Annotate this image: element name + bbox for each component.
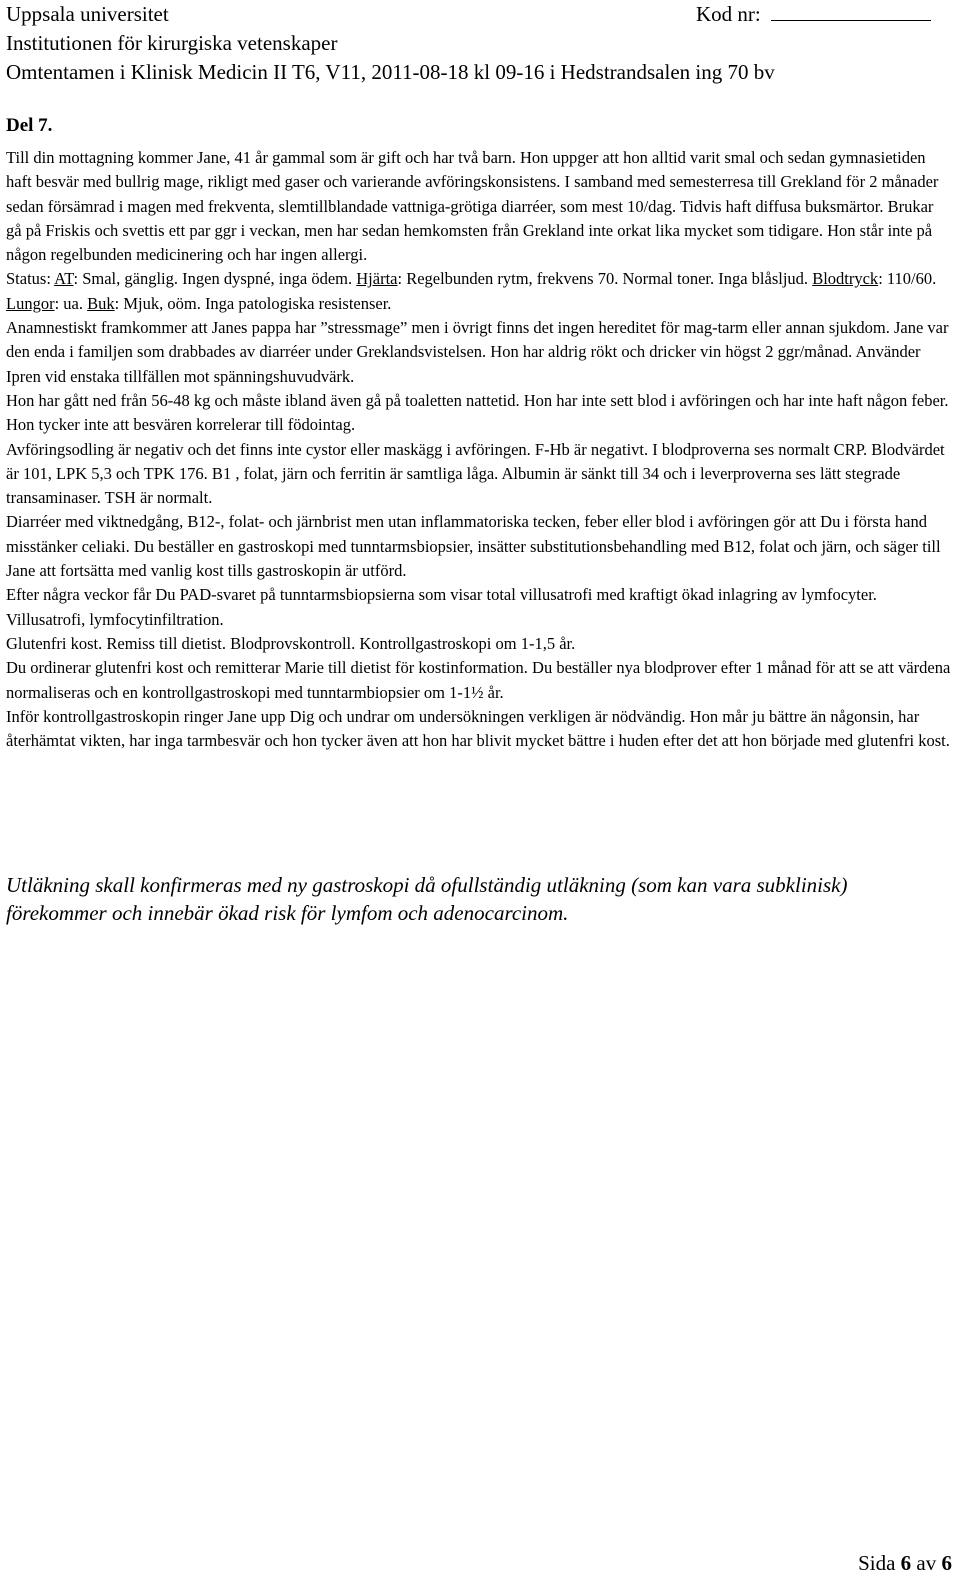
case-paragraph-assessment: Diarréer med viktnedgång, B12-, folat- och järnbrist men utan inflammatoriska tecken, feber eller blod i avföringen gör att Du i första hand misstänker celiaki. Du beställer en gastroskopi med tunntarmsbiopsier, insätter substitutionsbehandling med B12, folat och järn, och säger till Jane att fortsätta med vanlig kost tills gastroskopin är utförd. [6, 512, 941, 581]
page-footer [858, 1551, 952, 1576]
code-blank-line [771, 0, 931, 21]
case-paragraph-followup: Inför kontrollgastroskopin ringer Jane upp Dig och undrar om undersökningen verkligen är nödvändig. Hon mår ju bättre än någonsin, har återhämtat vikten, har inga tarmbesvär och hon tycker även att hon har blivit mycket bättre i huden efter det att hon började med glutenfri kost. [6, 706, 950, 751]
case-paragraph-labs: Avföringsodling är negativ och det finns inte cystor eller maskägg i avföringen. F-Hb är negativt. I blodproverna ses normalt CRP. Blodvärdet är 101, LPK 5,3 och TPK 176. B1 , folat, järn och ferritin är samtliga låga. Albumin är sänkt till 34 och i leverproverna ses lätt stegrade transaminaser. TSH är normalt. [6, 439, 945, 508]
status-heart-text: : Regelbunden rytm, frekvens 70. Normal toner. Inga blåsljud. [397, 269, 813, 289]
footer-page-total: 6 [941, 1551, 952, 1575]
header-row-university [6, 0, 954, 29]
case-paragraph-pad: Efter några veckor får Du PAD-svaret på tunntarmsbiopsierna som visar total villusatrofi med kraftigt ökad inlagring av lymfocyter. [6, 585, 877, 605]
case-paragraph-history: Anamnestiskt framkommer att Janes pappa har ”stressmage” men i övrigt finns det ingen hereditet för mag-tarm eller annan sjukdom. Jane var den enda i familjen som drabbades av diarréer under Greklandsvistelsen. Hon har aldrig rökt och dricker vin högst 2 ggr/månad. Använder Ipren vid enstaka tillfällen mot spänningshuvudvärk. [6, 318, 949, 386]
status-paragraph [6, 267, 952, 316]
status-abdomen-label: Buk [87, 293, 115, 313]
exam-info: Omtentamen i Klinisk Medicin II T6, V11, 2011-08-18 kl 09-16 i Hedstrandsalen ing 70 bv [6, 60, 775, 84]
code-label: Kod nr: [696, 2, 761, 26]
case-paragraph-orders: Du ordinerar glutenfri kost och remitterar Marie till dietist för kostinformation. Du beställer nya blodprover efter 1 månad för att se att värdena normaliseras och en kontrollgastroskopi med tunntarmbiopsier om 1-1½ år. [6, 658, 951, 702]
status-abdomen-text: : Mjuk, oöm. Inga patologiska resistenser. [114, 293, 392, 313]
footer-av: av [916, 1551, 937, 1575]
status-at-label: AT [54, 269, 74, 289]
case-paragraph-plan: Glutenfri kost. Remiss till dietist. Blodprovskontroll. Kontrollgastroskopi om 1-1,5 år. [6, 633, 576, 653]
page-header [6, 0, 954, 87]
section-title: Del 7. [6, 115, 53, 136]
status-bp-text: : 110/60. [878, 269, 937, 289]
case-paragraph-weight: Hon har gått ned från 56-48 kg och måste ibland även gå på toaletten nattetid. Hon har inte sett blod i avföringen och har inte haft någon feber. Hon tycker inte att besvären korrelerar till födointag. [6, 390, 949, 435]
case-text [6, 146, 952, 753]
status-prefix: Status: [6, 269, 55, 289]
conclusion-text: Utläkning skall konfirmeras med ny gastroskopi då ofullständig utläkning (som kan vara subklinisk) förekommer och innebär ökad risk för lymfom och adenocarcinom. [6, 873, 848, 925]
status-bp-label: Blodtryck [812, 269, 879, 289]
status-at-text: : Smal, gänglig. Ingen dyspné, inga ödem. [73, 269, 357, 289]
status-lungs-label: Lungor [6, 293, 55, 313]
university-name: Uppsala universitet [6, 2, 169, 26]
case-paragraph-findings: Villusatrofi, lymfocytinfiltration. [6, 609, 224, 629]
status-lungs-text: : ua. [54, 293, 88, 313]
status-heart-label: Hjärta [356, 269, 398, 289]
footer-sida: Sida [858, 1551, 896, 1575]
case-paragraph-intro: Till din mottagning kommer Jane, 41 år gammal som är gift och har två barn. Hon uppger att hon alltid varit smal och sedan gymnasietiden haft besvär med bullrig mage, rikligt med gaser och varierande avföringskonsistens. I samband med semesterresa till Grekland för 2 månader sedan försämrad i magen med frekventa, slemtillblandade vattniga-grötiga diarréer, som mest 10/dag. Tidvis haft diffusa buksmärtor. Brukar gå på Friskis och svettis ett par ggr i veckan, men har sedan hemkomsten från Grekland inte orkat lika mycket som tidigare. Hon står inte på någon regelbunden medicinering och har ingen allergi. [6, 148, 939, 265]
code-field [696, 0, 931, 29]
institution-name: Institutionen för kirurgiska vetenskaper [6, 31, 338, 55]
footer-page-number: 6 [900, 1551, 912, 1575]
